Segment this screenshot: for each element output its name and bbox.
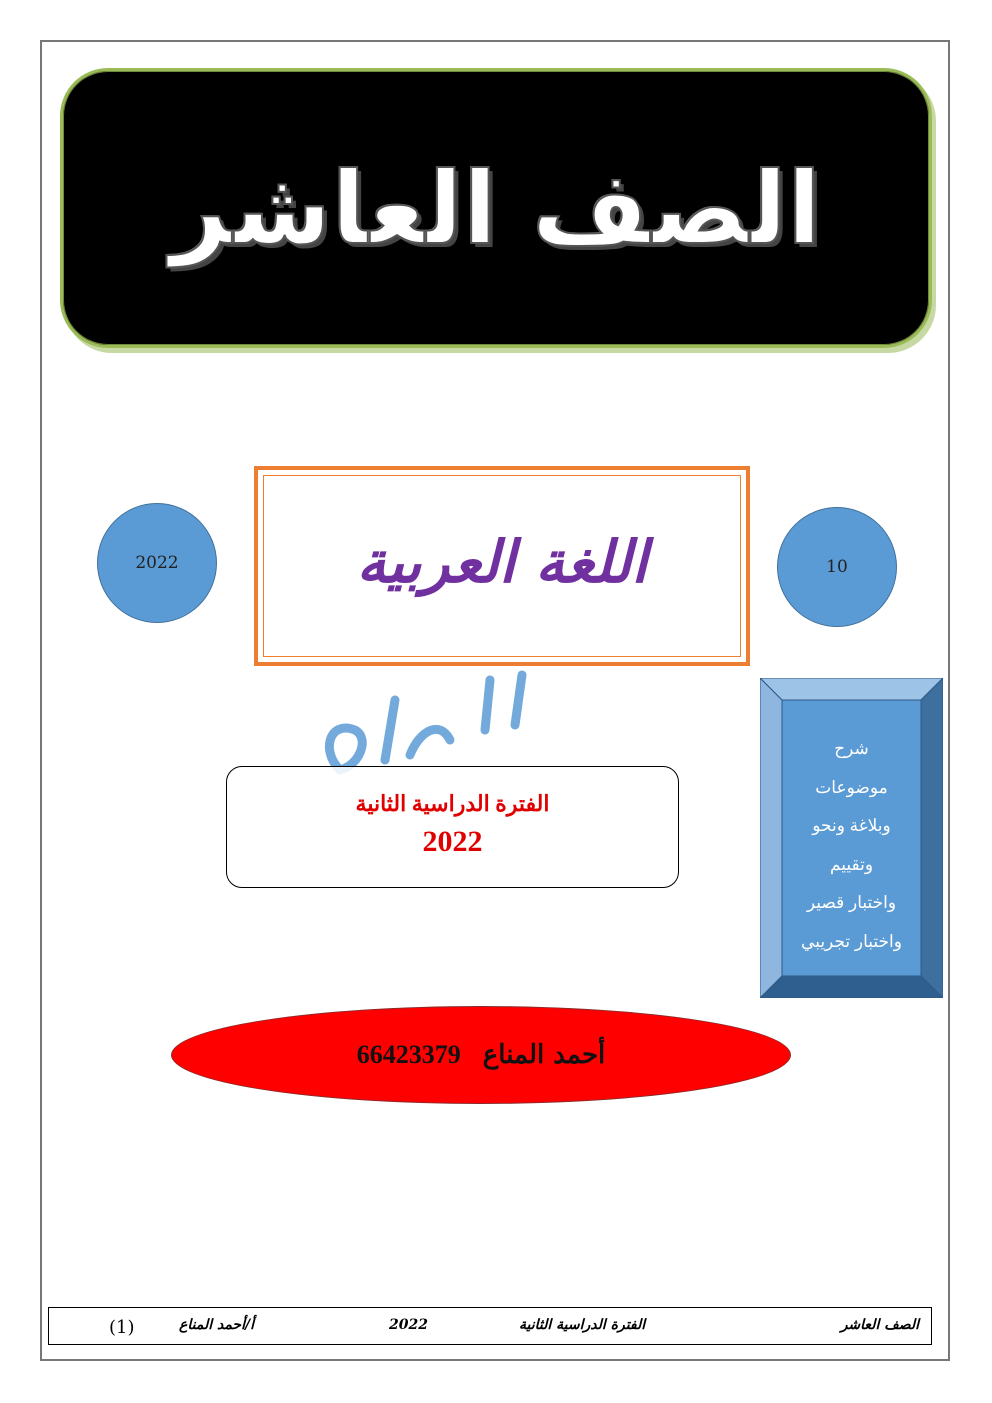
contents-line: موضوعات: [815, 777, 888, 797]
footer-period: الفترة الدراسية الثانية: [519, 1317, 646, 1333]
footer-author: أ/أحمد المناع: [179, 1317, 254, 1333]
subject-title: اللغة العربية: [356, 528, 648, 596]
contents-line: شرح: [834, 739, 869, 758]
period-year: 2022: [422, 825, 483, 858]
page-footer: [48, 1307, 932, 1345]
author-phone: 66423379: [356, 1040, 461, 1069]
grade-badge: [777, 507, 897, 627]
period-label: الفترة الدراسية الثانية: [355, 791, 550, 816]
author-pill: [171, 1006, 791, 1104]
year-badge: [97, 503, 217, 623]
author-name: أحمد المناع: [482, 1040, 606, 1070]
footer-year: 2022: [389, 1317, 428, 1333]
year-badge-label: 2022: [135, 553, 179, 573]
subject-box: [254, 466, 750, 666]
contents-box: [760, 678, 943, 998]
contents-line: وتقييم: [829, 854, 874, 874]
page-title: الصف العاشر: [170, 149, 822, 267]
footer-page-number: (1): [109, 1317, 135, 1338]
footer-grade: الصف العاشر: [840, 1317, 919, 1333]
contents-line: واختبار قصير: [806, 893, 897, 912]
contents-line: واختبار تجريبي: [801, 931, 902, 951]
grade-badge-label: 10: [826, 557, 848, 577]
period-box: [226, 766, 679, 888]
contents-list: [782, 730, 921, 961]
contents-line: وبلاغة ونحو: [812, 816, 891, 835]
title-banner: [60, 68, 932, 348]
